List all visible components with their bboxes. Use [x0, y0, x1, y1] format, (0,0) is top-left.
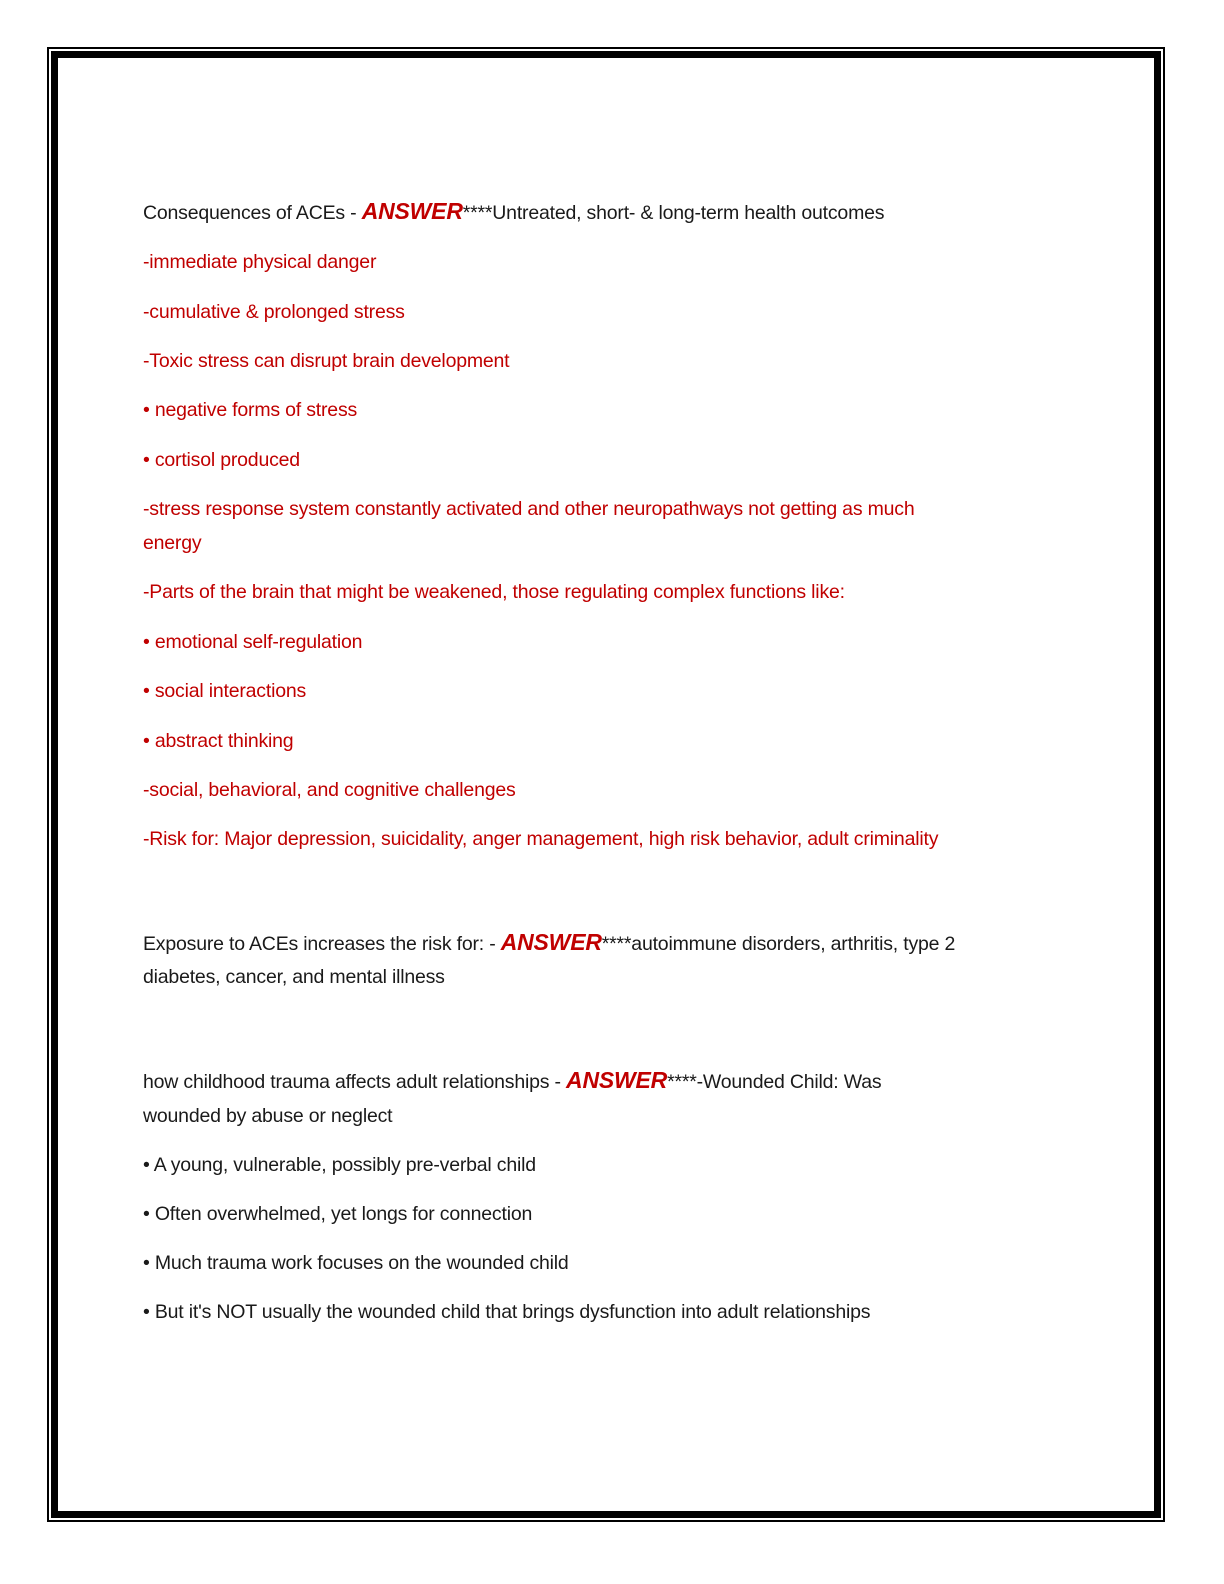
- list-item: • Often overwhelmed, yet longs for connection: [143, 1203, 533, 1225]
- question-text: how childhood trauma affects adult relationships -: [143, 1071, 567, 1093]
- answer-text: ****Untreated, short- & long-term health outcomes: [462, 202, 885, 224]
- list-item: energy: [143, 532, 202, 554]
- list-item: • A young, vulnerable, possibly pre-verbal child: [143, 1154, 536, 1176]
- list-item: -immediate physical danger: [143, 251, 377, 273]
- answer-text: ****-Wounded Child: Was: [667, 1071, 882, 1093]
- list-item: -stress response system constantly activated and other neuropathways not getting as much: [143, 498, 915, 520]
- answer-continuation: wounded by abuse or neglect: [143, 1105, 393, 1127]
- list-item: • cortisol produced: [143, 449, 300, 471]
- question-3: [143, 1063, 881, 1099]
- list-item: • But it's NOT usually the wounded child that brings dysfunction into adult relationships: [143, 1301, 871, 1323]
- question-text: Consequences of ACEs -: [143, 202, 362, 224]
- answer-continuation: diabetes, cancer, and mental illness: [143, 966, 445, 988]
- list-item: -Risk for: Major depression, suicidality, anger management, high risk behavior, adult criminality: [143, 828, 939, 850]
- list-item: • social interactions: [143, 680, 307, 702]
- list-item: • negative forms of stress: [143, 399, 358, 421]
- question-text: Exposure to ACEs increases the risk for: -: [143, 933, 501, 955]
- list-item: -Parts of the brain that might be weakened, those regulating complex functions like:: [143, 581, 845, 603]
- list-item: • emotional self-regulation: [143, 631, 363, 653]
- answer-label: ANSWER: [361, 198, 463, 224]
- question-2: [143, 925, 955, 961]
- list-item: • abstract thinking: [143, 730, 294, 752]
- answer-label: ANSWER: [500, 929, 602, 955]
- list-item: -Toxic stress can disrupt brain development: [143, 350, 510, 372]
- list-item: -cumulative & prolonged stress: [143, 301, 405, 323]
- answer-text: ****autoimmune disorders, arthritis, type 2: [601, 933, 956, 955]
- list-item: -social, behavioral, and cognitive challenges: [143, 779, 516, 801]
- list-item: • Much trauma work focuses on the wounded child: [143, 1252, 569, 1274]
- question-1: [143, 194, 884, 230]
- answer-label: ANSWER: [566, 1067, 668, 1093]
